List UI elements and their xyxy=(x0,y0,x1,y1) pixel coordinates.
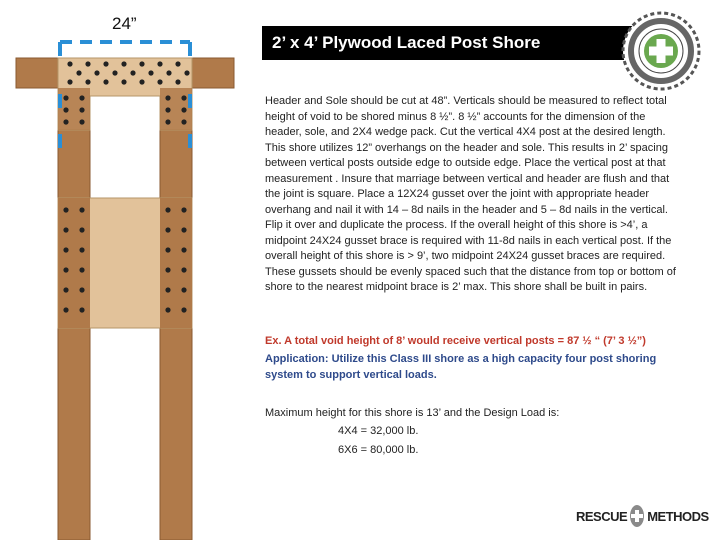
nail xyxy=(130,70,135,75)
nail xyxy=(157,79,162,84)
nail xyxy=(184,70,189,75)
nail xyxy=(165,207,170,212)
nail xyxy=(103,61,108,66)
nail xyxy=(181,307,186,312)
nail xyxy=(175,61,180,66)
shore-diagram xyxy=(0,0,250,540)
nail xyxy=(148,70,153,75)
nail xyxy=(165,227,170,232)
nail xyxy=(63,95,68,100)
nail xyxy=(181,119,186,124)
nail xyxy=(181,267,186,272)
nail xyxy=(79,227,84,232)
load-4x4: 4X4 = 32,000 lb. xyxy=(338,425,419,437)
nail xyxy=(63,227,68,232)
dimension-label: 24” xyxy=(112,14,137,33)
application-note: Application: Utilize this Class III shore as a high capacity four post shoring system to support vertical loads. xyxy=(265,353,657,381)
nail xyxy=(165,267,170,272)
nail xyxy=(85,79,90,84)
nail xyxy=(165,95,170,100)
nail xyxy=(165,287,170,292)
nail xyxy=(67,61,72,66)
example-note: Ex. A total void height of 8’ would receive vertical posts = 87 ½ “ (7’ 3 ½”) xyxy=(265,335,646,347)
nail xyxy=(63,267,68,272)
nail xyxy=(139,61,144,66)
nail xyxy=(67,79,72,84)
nail xyxy=(103,79,108,84)
nail xyxy=(181,107,186,112)
instructions-paragraph: Header and Sole should be cut at 48”. Verticals should be measured to reflect total height of void to be shored minus 8 ½”. 8 ½” accounts for the dimension of the header, sole, and 2X4 wedge pack. Cut the vertical 4X4 post at the desired length. This shore utilizes 12” overhangs on the header and sole. This results in 2’ spacing between vertical posts outside edge to outside edge. Place the vertical post at that measurement . Insure that marriage between vertical and header are flush and that the joint is square. Place a 12X24 gusset over the joint with appropriate header overhang and nail it with 14 – 8d nails in the header and 5 – 8d nails in the vertical. Flip it over and duplicate the process. If the overall height of this shore is >4’, a midpoint 24X24 gusset brace is required with 11-8d nails in each vertical post. If the overall height of this shore is > 9’, two midpoint 24X24 gusset braces are required. These gussets should be evenly spaced such that the distance from top or bottom of shore to the nearest midpoint brace is 2’ max. This shore shall be built in pairs. xyxy=(265,95,676,293)
load-6x6: 6X6 = 80,000 lb. xyxy=(338,444,419,456)
slide-title: 2’ x 4’ Plywood Laced Post Shore xyxy=(262,26,640,60)
nail xyxy=(79,307,84,312)
nail xyxy=(181,207,186,212)
nail xyxy=(181,227,186,232)
nail xyxy=(121,61,126,66)
nail xyxy=(63,119,68,124)
nail xyxy=(157,61,162,66)
max-height-statement: Maximum height for this shore is 13’ and the Design Load is: xyxy=(265,407,560,419)
nail xyxy=(181,247,186,252)
nail xyxy=(79,207,84,212)
nail xyxy=(79,107,84,112)
nail xyxy=(112,70,117,75)
nail xyxy=(63,307,68,312)
nail xyxy=(79,95,84,100)
nail xyxy=(63,107,68,112)
nail xyxy=(121,79,126,84)
nail xyxy=(79,247,84,252)
rescue-methods-seal-icon xyxy=(620,10,702,92)
nail xyxy=(175,79,180,84)
nail xyxy=(79,267,84,272)
nail xyxy=(79,287,84,292)
nail xyxy=(79,119,84,124)
footer-badge-icon xyxy=(630,505,644,527)
nail xyxy=(181,95,186,100)
nail xyxy=(76,70,81,75)
footer-logo-left: RESCUE xyxy=(576,508,628,524)
nail xyxy=(165,307,170,312)
nail xyxy=(139,79,144,84)
nail xyxy=(63,207,68,212)
nail xyxy=(63,287,68,292)
nail xyxy=(85,61,90,66)
nail xyxy=(94,70,99,75)
rescue-methods-logo xyxy=(576,502,708,530)
nail xyxy=(63,247,68,252)
nail xyxy=(165,247,170,252)
footer-logo-right: METHODS xyxy=(647,508,709,524)
nail xyxy=(165,107,170,112)
nail xyxy=(166,70,171,75)
nail xyxy=(165,119,170,124)
nail xyxy=(181,287,186,292)
